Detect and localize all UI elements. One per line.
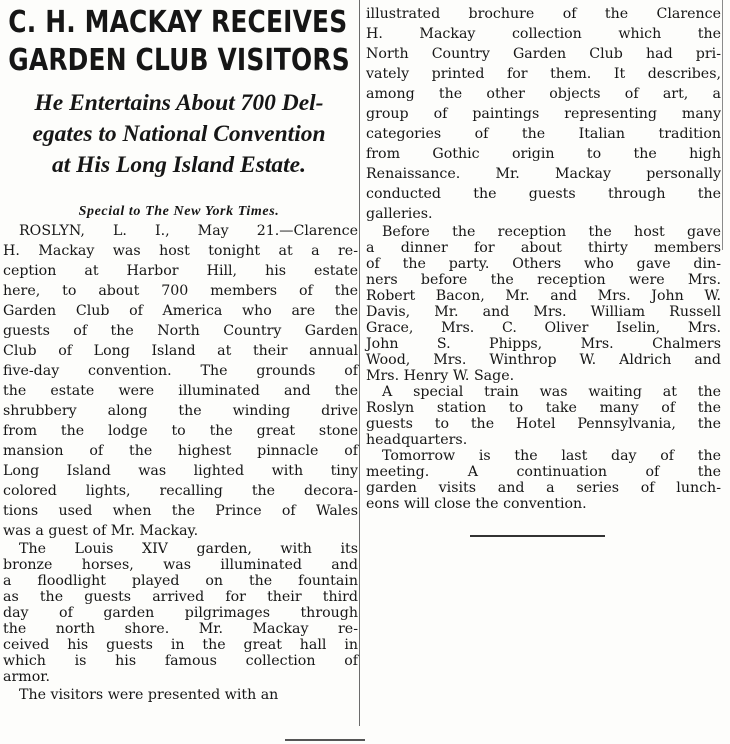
headline-line-1: C. H. MACKAY RECEIVES [8, 5, 348, 40]
text-line: five-day convention. The grounds of [3, 363, 358, 379]
text-line: meeting. A continuation of the [366, 464, 721, 480]
text-line: vately printed for them. It describes, [366, 66, 721, 82]
text-line: the north shore. Mr. Mackay re- [3, 621, 358, 637]
text-line: Davis, Mr. and Mrs. William Russell [366, 304, 721, 320]
text-line: The visitors were presented with an [19, 687, 279, 703]
text-line: Tomorrow is the last day of the [382, 448, 721, 464]
text-line: the estate were illuminated and the [3, 383, 358, 399]
text-line: A special train was waiting at the [382, 384, 721, 400]
text-line: Wood, Mrs. Winthrop W. Aldrich and [366, 352, 721, 368]
text-line: Roslyn station to take many of the [366, 400, 721, 416]
text-line: Grace, Mrs. C. Oliver Iselin, Mrs. [366, 320, 721, 336]
dateline-credit: Special to The New York Times. [78, 204, 280, 219]
text-line: shrubbery along the winding drive [3, 403, 358, 419]
text-line: Garden Club of America who are the [3, 303, 358, 319]
text-line: North Country Garden Club had pri- [366, 46, 721, 62]
text-line: among the other objects of art, a [366, 86, 721, 102]
text-line: ROSLYN, L. I., May 21.—Clarence [19, 223, 358, 239]
end-of-article-rule [470, 535, 605, 537]
text-line: illustrated brochure of the Clarence [366, 6, 721, 22]
text-line: Mrs. Henry W. Sage. [366, 368, 515, 384]
paragraph-closing [366, 448, 721, 512]
subheadline-line-3: at His Long Island Estate. [52, 152, 306, 178]
paragraph-2 [0, 541, 358, 685]
subheadline-line-1: He Entertains About 700 Del- [34, 90, 324, 116]
text-line: ners before the reception were Mrs. [366, 272, 721, 288]
text-line: ception at Harbor Hill, his estate [3, 263, 358, 279]
left-column [0, 4, 358, 744]
text-line: conducted the guests through the [366, 186, 721, 202]
text-line: tions used when the Prince of Wales [3, 503, 358, 519]
text-line: mansion of the highest pinnacle of [3, 443, 358, 459]
text-line: as the guests arrived for their third [3, 589, 358, 605]
text-line: eons will close the convention. [366, 496, 587, 512]
text-line: armor. [3, 669, 50, 685]
text-line: from Gothic origin to the high [366, 146, 721, 162]
text-line: The Louis XIV garden, with its [19, 541, 358, 557]
text-line: Long Island was lighted with tiny [3, 463, 358, 479]
text-line: garden visits and a series of lunch- [366, 480, 721, 496]
paragraph-1 [0, 221, 358, 541]
text-line: of the party. Others who gave din- [366, 256, 721, 272]
text-line: bronze horses, was illuminated and [3, 557, 358, 573]
text-line: Robert Bacon, Mr. and Mrs. John W. [366, 288, 721, 304]
text-line: Club of Long Island at their annual [3, 343, 358, 359]
subheadline [0, 80, 358, 181]
column-divider [359, 0, 360, 726]
text-line: John S. Phipps, Mrs. Chalmers [366, 336, 721, 352]
text-line: from the lodge to the great stone [3, 423, 358, 439]
text-line: headquarters. [366, 432, 468, 448]
subheadline-line-2: egates to National Convention [32, 121, 326, 147]
text-line: ceived his guests in the great hall in [3, 637, 358, 653]
text-line: group of paintings representing many [366, 106, 721, 122]
headline [0, 4, 357, 80]
column-edge-line [722, 0, 723, 250]
text-line: guests to the Hotel Pennsylvania, the [366, 416, 721, 432]
text-line: day of garden pilgrimages through [3, 605, 358, 621]
paragraph-3 [0, 685, 358, 705]
headline-line-2: GARDEN CLUB VISITORS [8, 43, 350, 78]
right-column [366, 4, 721, 512]
paragraph-train [366, 384, 721, 448]
paragraph-continued [366, 4, 721, 224]
text-line: H. Mackay collection which the [366, 26, 721, 42]
text-line: here, to about 700 members of the [3, 283, 358, 299]
text-line: a floodlight played on the fountain [3, 573, 358, 589]
text-line: H. Mackay was host tonight at a re- [3, 243, 358, 259]
text-line: colored lights, recalling the decora- [3, 483, 358, 499]
text-line: guests of the North Country Garden [3, 323, 358, 339]
text-line: galleries. [366, 206, 433, 222]
text-line: categories of the Italian tradition [366, 126, 721, 142]
text-line: Before the reception the host gave [382, 224, 721, 240]
text-line: which is his famous collection of [3, 653, 358, 669]
text-line: Renaissance. Mr. Mackay personally [366, 166, 721, 182]
text-line: a dinner for about thirty members [366, 240, 721, 256]
text-line: was a guest of Mr. Mackay. [3, 523, 199, 539]
paragraph-dinner [366, 224, 721, 384]
bottom-edge-rule [285, 739, 365, 741]
